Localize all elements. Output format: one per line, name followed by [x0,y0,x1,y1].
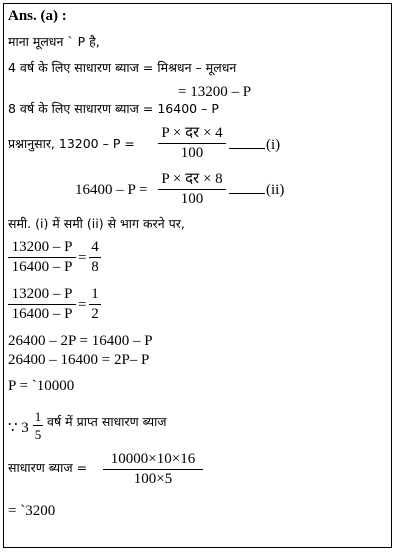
mixed-fraction [33,410,43,441]
fraction-bar [89,257,101,258]
si-fraction [103,452,203,487]
ratio1-left [8,240,76,275]
ratio1-right [89,240,101,275]
eq2-numerator: P × दर × 8 [161,171,223,187]
blank-line [229,147,265,149]
fraction-bar [33,425,43,426]
eq1-tag: (i) [266,137,281,153]
line-principal-value: P = `10000 [8,378,75,394]
eq1-fraction [158,126,226,161]
eq1-denominator: 100 [180,145,204,161]
line-years-si: वर्ष में प्राप्त साधारण ब्याज [47,414,167,429]
ratio2-right [89,287,101,322]
ratio2-right-numerator: 1 [91,286,99,302]
ratio2-numerator: 13200 – P [11,286,73,302]
ratio1-right-denominator: 8 [91,259,99,275]
fraction-bar [8,304,76,305]
fraction-bar [89,304,101,305]
line-step1: 26400 – 2P = 16400 – P [8,333,153,349]
ratio2-right-denominator: 2 [91,306,99,322]
line-step2: 26400 – 16400 = 2P– P [8,352,150,368]
answer-heading: Ans. (a) : [8,8,67,24]
eq2-tag: (ii) [266,182,285,198]
eq1-numerator: P × दर × 4 [161,125,223,141]
eq1-prefix: प्रश्नानुसार, 13200 – P = [8,136,135,151]
fraction-bar [103,469,203,470]
eq2-denominator: 100 [180,191,204,207]
line-si-4yr: 4 वर्ष के लिए साधारण ब्याज = मिश्रधन – मूलधन [8,60,237,75]
line-principal: माना मूलधन ` P है, [8,34,100,49]
blank-line [229,192,265,194]
si-denominator: 100×5 [133,471,173,487]
since-three: ∵ 3 [8,420,29,436]
fraction-bar [158,189,226,190]
si-numerator: 10000×10×16 [110,451,196,467]
eq2-prefix: 16400 – P = [75,182,148,198]
ratio1-right-numerator: 4 [91,239,99,255]
line-final-answer: = `3200 [8,503,56,519]
line-si-8yr: 8 वर्ष के लिए साधारण ब्याज = 16400 – P [8,101,219,116]
ratio1-numerator: 13200 – P [11,239,73,255]
ratio1-denominator: 16400 – P [11,259,73,275]
line-si-4yr-value: = 13200 – P [178,84,252,100]
mixed-fraction-denominator: 5 [34,427,42,442]
mixed-fraction-numerator: 1 [34,409,42,424]
eq2-tag-line [228,183,284,198]
ratio2-left [8,287,76,322]
fraction-bar [158,143,226,144]
equals-sign: = [78,250,87,266]
line-divide: समी. (i) में समी (ii) से भाग करने पर, [8,216,185,231]
eq2-fraction [158,172,226,207]
fraction-bar [8,257,76,258]
ratio2-denominator: 16400 – P [11,306,73,322]
eq1-tag-line [228,138,280,153]
equals-sign: = [78,297,87,313]
si-label: साधारण ब्याज = [8,460,88,475]
